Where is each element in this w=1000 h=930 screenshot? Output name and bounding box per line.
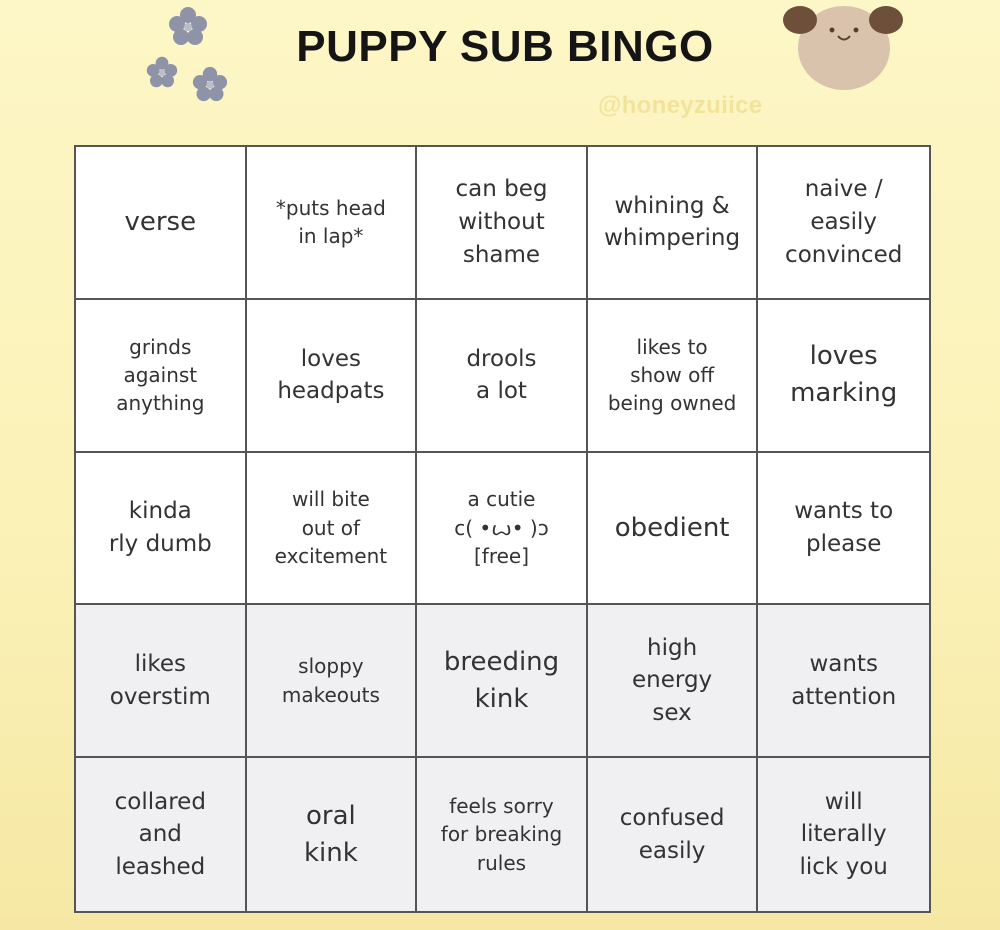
bingo-cell[interactable]: feels sorry for breaking rules: [417, 758, 588, 911]
bingo-cell[interactable]: oral kink: [247, 758, 418, 911]
bingo-cell[interactable]: verse: [76, 147, 247, 300]
bingo-cell[interactable]: will bite out of excitement: [247, 453, 418, 606]
bingo-cell[interactable]: high energy sex: [588, 605, 759, 758]
bingo-cell[interactable]: loves marking: [758, 300, 929, 453]
bingo-cell[interactable]: breeding kink: [417, 605, 588, 758]
author-handle: @honeyzuiice: [598, 92, 763, 119]
bingo-cell[interactable]: loves headpats: [247, 300, 418, 453]
bingo-cell[interactable]: sloppy makeouts: [247, 605, 418, 758]
bingo-cell[interactable]: naive / easily convinced: [758, 147, 929, 300]
bingo-cell[interactable]: obedient: [588, 453, 759, 606]
bingo-cell[interactable]: will literally lick you: [758, 758, 929, 911]
bingo-cell[interactable]: likes to show off being owned: [588, 300, 759, 453]
bingo-cell[interactable]: grinds against anything: [76, 300, 247, 453]
page-title: PUPPY SUB BINGO: [296, 22, 714, 71]
bingo-cell[interactable]: wants to please: [758, 453, 929, 606]
bingo-cell[interactable]: likes overstim: [76, 605, 247, 758]
bingo-cell[interactable]: wants attention: [758, 605, 929, 758]
bingo-cell-free[interactable]: a cutie c( •ꙍ• )ↄ [free]: [417, 453, 588, 606]
bingo-board: [74, 145, 931, 913]
bingo-cell[interactable]: confused easily: [588, 758, 759, 911]
bingo-cell[interactable]: *puts head in lap*: [247, 147, 418, 300]
bingo-cell[interactable]: collared and leashed: [76, 758, 247, 911]
bingo-cell[interactable]: drools a lot: [417, 300, 588, 453]
bingo-cell[interactable]: kinda rly dumb: [76, 453, 247, 606]
bingo-cell[interactable]: can beg without shame: [417, 147, 588, 300]
bingo-cell[interactable]: whining & whimpering: [588, 147, 759, 300]
